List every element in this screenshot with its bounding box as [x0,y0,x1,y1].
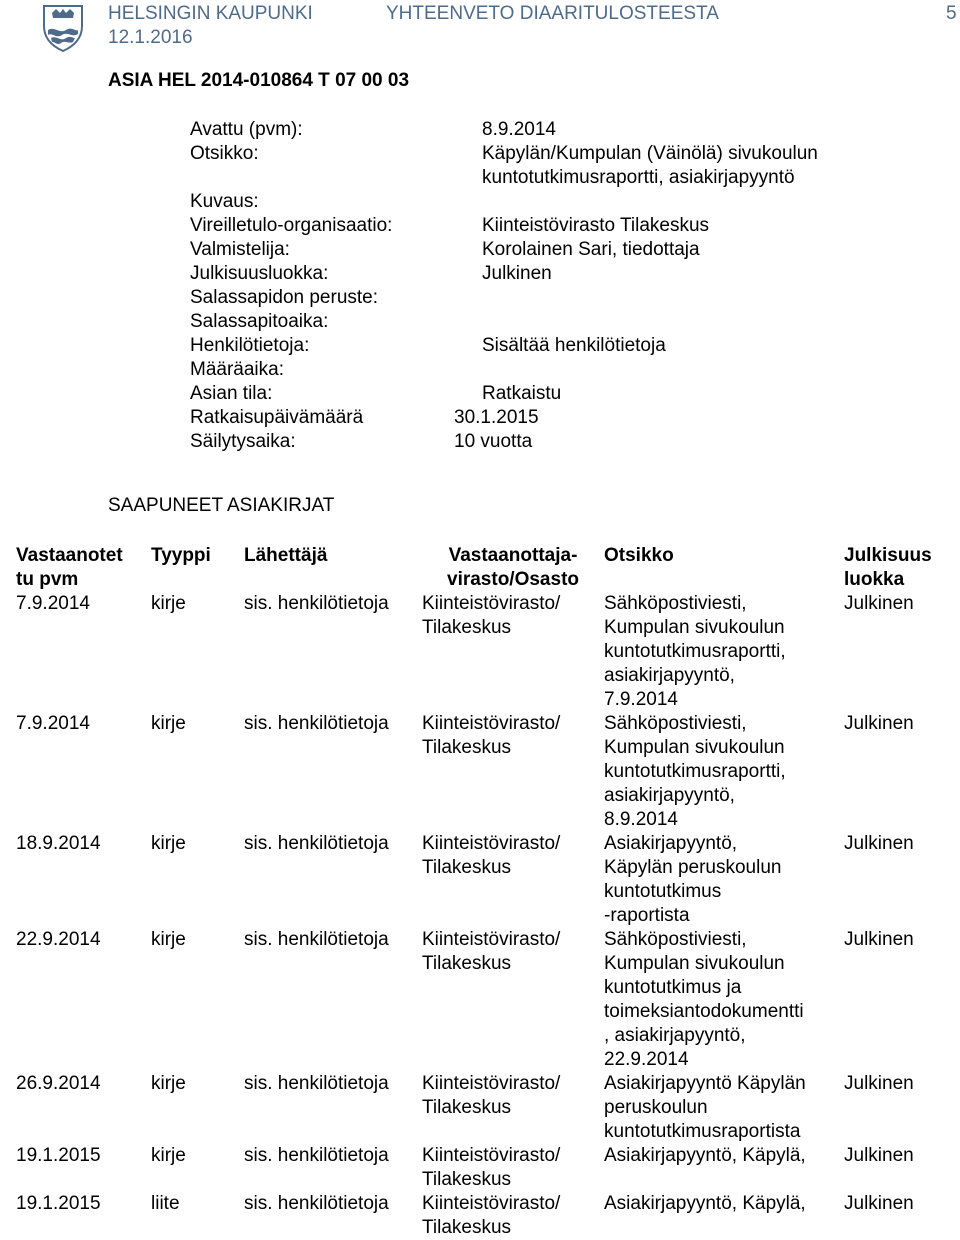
cell-line: asiakirjapyyntö, [604,665,735,686]
cell-line: Kumpulan sivukoulun [604,953,785,974]
cell-sender [244,1144,422,1192]
cell-line: 7.9.2014 [16,713,90,734]
cell-line: 18.9.2014 [16,833,101,854]
meta-value: Käpylän/Kumpulan (Väinölä) sivukoulun [482,143,818,164]
cell-line: kirje [151,929,186,950]
document-title: YHTEENVETO DIAARITULOSTEESTA [386,3,719,24]
cell-recipient-office [422,1144,604,1192]
cell-line: Julkinen [844,1145,914,1166]
cell-line: Julkinen [844,929,914,950]
cell-type [151,1072,244,1144]
cell-title [604,1072,844,1144]
meta-label: Asian tila: [190,383,273,404]
meta-label: Julkisuusluokka: [190,263,329,284]
cell-line: Asiakirjapyyntö, Käpylä, [604,1193,806,1214]
meta-label: Avattu (pvm): [190,119,303,140]
table-row [16,832,954,928]
cell-line: Kiinteistövirasto/ [422,833,561,854]
cell-line: sis. henkilötietoja [244,1145,389,1166]
cell-line: kuntotutkimus [604,881,722,902]
cell-line: Kumpulan sivukoulun [604,617,785,638]
cell-title [604,592,844,712]
cell-line: sis. henkilötietoja [244,713,389,734]
header-line: Lähettäjä [244,545,328,566]
cell-line: peruskoulun [604,1097,708,1118]
table-row [16,928,954,1072]
cell-line: toimeksiantodokumentti [604,1001,804,1022]
column-header-recipient-office [422,544,604,592]
column-header-title [604,544,844,592]
meta-label: Ratkaisupäivämäärä [190,407,364,428]
cell-line: sis. henkilötietoja [244,929,389,950]
cell-line: Julkinen [844,1193,914,1214]
cell-line: kuntotutkimusraportti, [604,761,786,782]
cell-line: Julkinen [844,833,914,854]
cell-line: kirje [151,1073,186,1094]
cell-recipient-office [422,928,604,1072]
header-line: Vastaanotet [16,545,123,566]
cell-type [151,1192,244,1240]
cell-title [604,1144,844,1192]
cell-recipient-office [422,1192,604,1240]
cell-line: Kiinteistövirasto/ [422,1073,561,1094]
case-id: ASIA HEL 2014-010864 T 07 00 03 [108,70,410,91]
meta-label: Määräaika: [190,359,284,380]
cell-line: Kiinteistövirasto/ [422,1145,561,1166]
meta-value: 8.9.2014 [482,119,556,140]
cell-title [604,832,844,928]
column-header-received-date [16,544,151,592]
cell-line: Tilakeskus [422,1169,512,1190]
cell-sender [244,712,422,832]
helsinki-crest-icon [42,4,84,52]
cell-sender [244,1192,422,1240]
cell-line: Kiinteistövirasto/ [422,1193,561,1214]
meta-label: Salassapitoaika: [190,311,329,332]
meta-value: kuntotutkimusraportti, asiakirjapyyntö [482,167,795,188]
cell-line: sis. henkilötietoja [244,1193,389,1214]
page-number: 5 [946,3,957,24]
meta-value: Ratkaistu [482,383,562,404]
cell-line: Sähköpostiviesti, [604,593,747,614]
cell-recipient-office [422,712,604,832]
cell-line: Julkinen [844,713,914,734]
cell-type [151,928,244,1072]
header-line: Julkisuus [844,545,932,566]
meta-value: Korolainen Sari, tiedottaja [482,239,700,260]
meta-label: Salassapidon peruste: [190,287,379,308]
cell-publicity-class [844,1192,954,1240]
header-line: tu pvm [16,569,79,590]
cell-received-date [16,712,151,832]
cell-line: 19.1.2015 [16,1145,101,1166]
cell-type [151,712,244,832]
table-row [16,1192,954,1240]
cell-line: kirje [151,1145,186,1166]
meta-label: Säilytysaika: [190,431,296,452]
table-row [16,1144,954,1192]
cell-line: Tilakeskus [422,857,512,878]
meta-label: Henkilötietoja: [190,335,310,356]
cell-line: kirje [151,713,186,734]
cell-recipient-office [422,1072,604,1144]
cell-sender [244,592,422,712]
cell-publicity-class [844,832,954,928]
cell-line: Kumpulan sivukoulun [604,737,785,758]
column-header-type [151,544,244,592]
table-row [16,712,954,832]
header-line: Vastaanottaja- [448,545,578,566]
cell-line: Asiakirjapyyntö, Käpylä, [604,1145,806,1166]
cell-line: 7.9.2014 [16,593,90,614]
cell-line: -raportista [604,905,690,926]
cell-line: 7.9.2014 [604,689,678,710]
cell-received-date [16,928,151,1072]
cell-line: sis. henkilötietoja [244,593,389,614]
cell-line: Julkinen [844,1073,914,1094]
received-documents-table [16,544,954,1240]
cell-line: Julkinen [844,593,914,614]
cell-publicity-class [844,1144,954,1192]
cell-received-date [16,1192,151,1240]
header-line: Tyyppi [151,545,211,566]
cell-line: sis. henkilötietoja [244,833,389,854]
cell-type [151,832,244,928]
meta-value: Kiinteistövirasto Tilakeskus [482,215,710,236]
cell-line: Asiakirjapyyntö Käpylän [604,1073,806,1094]
cell-sender [244,832,422,928]
meta-label: Vireilletulo-organisaatio: [190,215,393,236]
cell-line: Tilakeskus [422,1097,512,1118]
meta-label: Otsikko: [190,143,259,164]
cell-line: 22.9.2014 [16,929,101,950]
cell-sender [244,1072,422,1144]
cell-line: Tilakeskus [422,737,512,758]
cell-publicity-class [844,1072,954,1144]
meta-label: Valmistelija: [190,239,290,260]
cell-line: Kiinteistövirasto/ [422,929,561,950]
cell-title [604,1192,844,1240]
cell-line: kuntotutkimusraportista [604,1121,801,1142]
cell-line: liite [151,1193,180,1214]
cell-line: , asiakirjapyyntö, [604,1025,746,1046]
column-header-sender [244,544,422,592]
table-header-row [16,544,954,592]
cell-publicity-class [844,712,954,832]
cell-line: 8.9.2014 [604,809,678,830]
meta-label: Kuvaus: [190,191,259,212]
cell-received-date [16,1144,151,1192]
cell-line: Tilakeskus [422,1217,512,1238]
meta-value: 10 vuotta [454,431,533,452]
cell-line: Asiakirjapyyntö, [604,833,738,854]
organization-name: HELSINGIN KAUPUNKI [108,3,313,24]
cell-publicity-class [844,592,954,712]
section-title: SAAPUNEET ASIAKIRJAT [108,495,335,516]
cell-line: 19.1.2015 [16,1193,101,1214]
cell-line: Käpylän peruskoulun [604,857,782,878]
cell-publicity-class [844,928,954,1072]
cell-line: Kiinteistövirasto/ [422,593,561,614]
cell-received-date [16,592,151,712]
cell-title [604,712,844,832]
cell-line: kirje [151,593,186,614]
header-line: virasto/Osasto [447,569,579,590]
print-date: 12.1.2016 [108,27,193,48]
cell-received-date [16,832,151,928]
cell-line: Tilakeskus [422,953,512,974]
meta-value: 30.1.2015 [454,407,539,428]
table-row [16,592,954,712]
cell-line: sis. henkilötietoja [244,1073,389,1094]
cell-line: Tilakeskus [422,617,512,638]
meta-value: Sisältää henkilötietoja [482,335,666,356]
cell-sender [244,928,422,1072]
header-line: Otsikko [604,545,674,566]
cell-line: 26.9.2014 [16,1073,101,1094]
table-row [16,1072,954,1144]
cell-line: Sähköpostiviesti, [604,713,747,734]
cell-line: kuntotutkimus ja [604,977,742,998]
meta-value: Julkinen [482,263,552,284]
cell-line: kirje [151,833,186,854]
cell-recipient-office [422,592,604,712]
column-header-publicity-class [844,544,954,592]
cell-line: Sähköpostiviesti, [604,929,747,950]
cell-line: 22.9.2014 [604,1049,689,1070]
cell-type [151,1144,244,1192]
cell-line: asiakirjapyyntö, [604,785,735,806]
cell-title [604,928,844,1072]
cell-received-date [16,1072,151,1144]
cell-recipient-office [422,832,604,928]
cell-line: Kiinteistövirasto/ [422,713,561,734]
cell-type [151,592,244,712]
header-line: luokka [844,569,905,590]
cell-line: kuntotutkimusraportti, [604,641,786,662]
